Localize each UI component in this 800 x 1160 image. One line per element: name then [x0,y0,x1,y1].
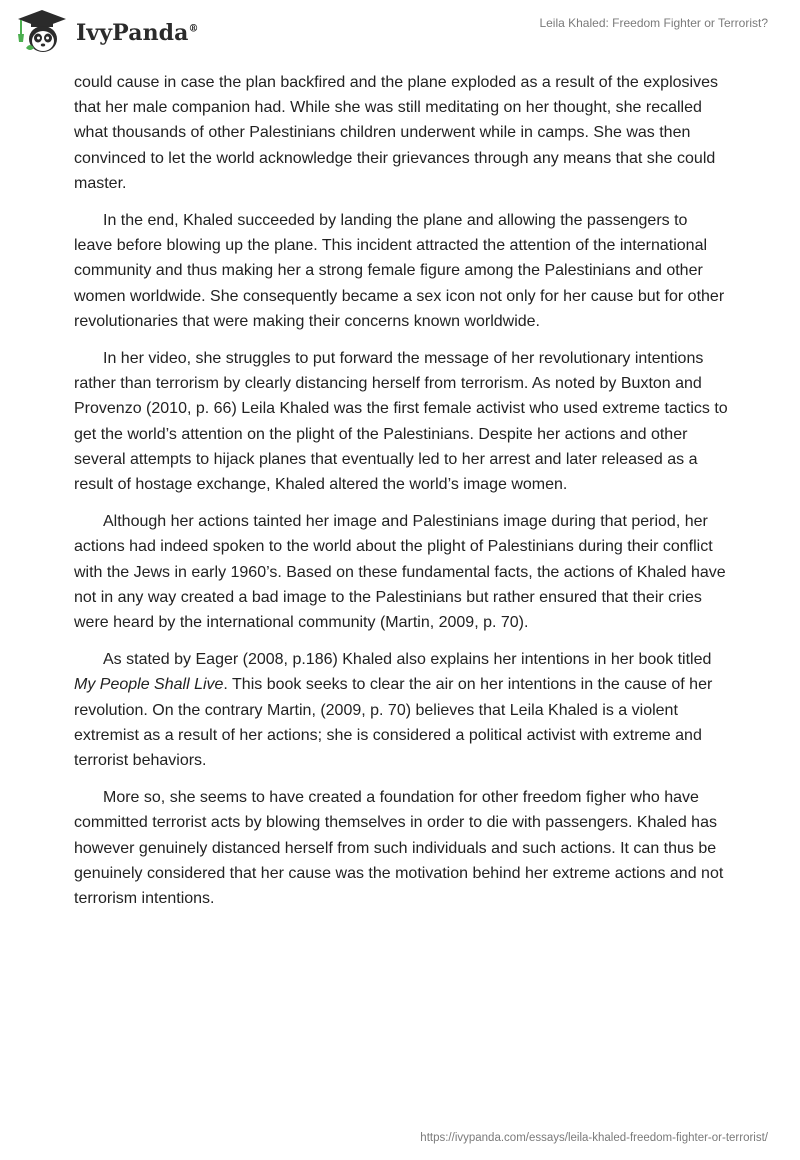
paragraph-5-before: As stated by Eager (2008, p.186) Khaled also explains her intentions in her book titled [103,651,712,669]
paragraph-5 [74,647,728,773]
ivypanda-logo[interactable] [14,8,199,56]
registered-mark: ® [188,23,199,35]
paragraph-4: Although her actions tainted her image and Palestinians image during that period, her actions had indeed spoken to the world about the plight of Palestinians during their conflict with the Jews in early 1960’s. Based on these fundamental facts, the actions of Khaled have not in any way created a bad image to the Palestinians but rather ensured that their cries were heard by the international community (Martin, 2009, p. 70). [74,513,726,632]
brand-name: IvyPanda® [76,20,199,46]
book-title: My People Shall Live [74,676,224,694]
paragraph-2: In the end, Khaled succeeded by landing the plane and allowing the passengers to leave before blowing up the plane. This incident attracted the attention of the international community and thus making her a strong female figure among the Palestinians and other women worldwide. She consequently became a sex icon not only for her cause but for other revolutionaries that were making their concerns known worldwide. [74,212,725,330]
panda-graduate-icon [14,8,70,56]
essay-body [74,70,728,923]
paragraph-6: More so, she seems to have created a foundation for other freedom figher who have committed terrorist acts by blowing themselves in order to die with passengers. Khaled has however genuinely distanced herself from such individuals and such actions. It can thus be genuinely considered that her cause was the motivation behind her extreme actions and not terrorism intentions. [74,789,724,908]
paragraph-1: could cause in case the plan backfired and the plane exploded as a result of the explosives that her male companion had. While she was still meditating on her thought, she recalled what thousands of other Palestinians children underwent while in camps. She was then convinced to let the world acknowledge their grievances through any means that she could master. [74,74,718,192]
source-url-link[interactable]: https://ivypanda.com/essays/leila-khaled-freedom-fighter-or-terrorist/ [420,1132,768,1144]
paragraph-5-after: . This book seeks to clear the air on her intentions in the cause of her revolution. On the contrary Martin, (2009, p. 70) believes that Leila Khaled is a violent extremist as a result of her actions; she is considered a political activist with extreme and terrorist behaviors. [74,676,713,770]
paragraph-3: In her video, she struggles to put forward the message of her revolutionary intentions rather than terrorism by clearly distancing herself from terrorism. As noted by Buxton and Provenzo (2010, p. 66) Leila Khaled was the first female activist who used extreme tactics to get the world’s attention on the plight of the Palestinians. Despite her actions and other several attempts to hijack planes that eventually led to her arrest and later released as a result of hostage exchange, Khaled altered the world’s image women. [74,350,728,494]
document-title: Leila Khaled: Freedom Fighter or Terrorist? [539,16,768,30]
